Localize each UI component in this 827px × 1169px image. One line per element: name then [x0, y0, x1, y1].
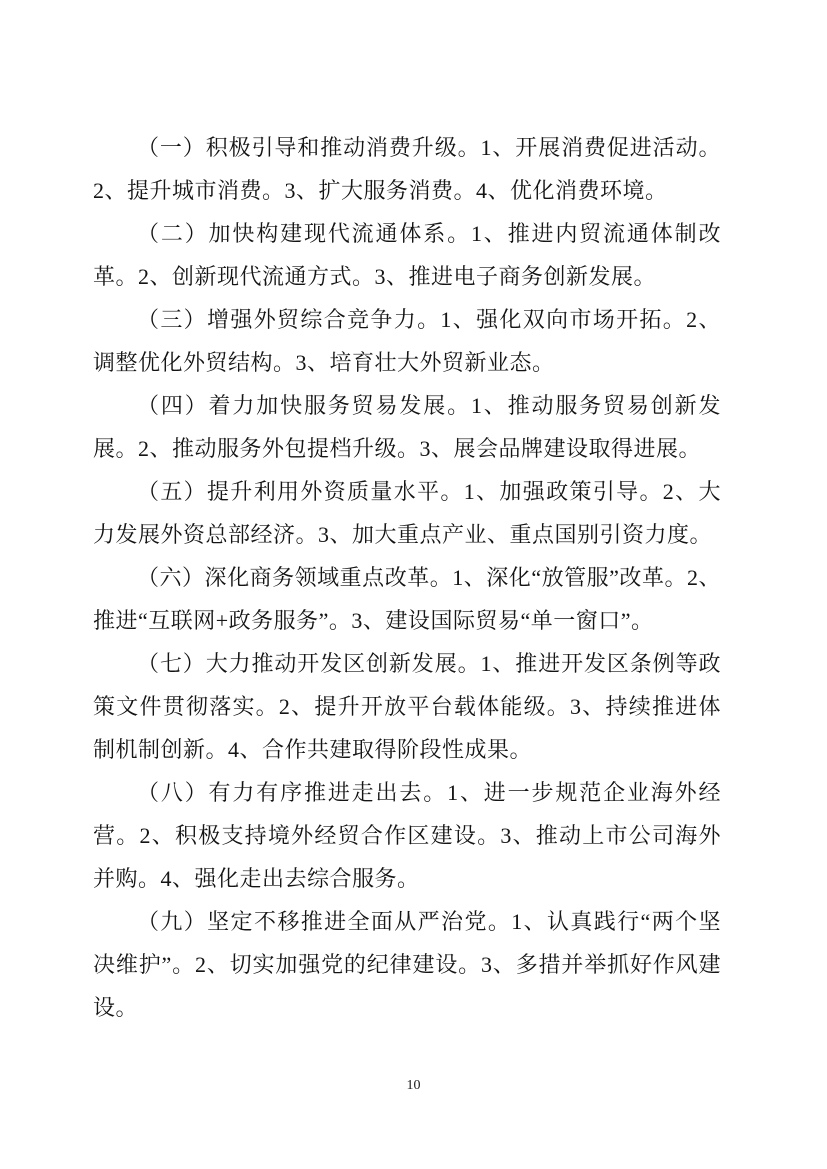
- paragraph-6: （六）深化商务领域重点改革。1、深化“放管服”改革。2、推进“互联网+政务服务”。3、建设国际贸易“单一窗口”。: [93, 565, 721, 633]
- page-body: [93, 126, 721, 1029]
- paragraph-9: （九）坚定不移推进全面从严治党。1、认真践行“两个坚决维护”。2、切实加强党的纪律建设。3、多措并举抓好作风建设。: [93, 909, 721, 1020]
- page-number: 10: [406, 1078, 421, 1093]
- paragraph-1: （一）积极引导和推动消费升级。1、开展消费促进活动。2、提升城市消费。3、扩大服务消费。4、优化消费环境。: [93, 135, 721, 203]
- paragraph-3: （三）增强外贸综合竞争力。1、强化双向市场开拓。2、调整优化外贸结构。3、培育壮大外贸新业态。: [93, 307, 721, 375]
- paragraph-5: （五）提升利用外资质量水平。1、加强政策引导。2、大力发展外资总部经济。3、加大重点产业、重点国别引资力度。: [93, 479, 721, 547]
- paragraph-4: （四）着力加快服务贸易发展。1、推动服务贸易创新发展。2、推动服务外包提档升级。3、展会品牌建设取得进展。: [93, 393, 721, 461]
- paragraph-7: （七）大力推动开发区创新发展。1、推进开发区条例等政策文件贯彻落实。2、提升开放平台载体能级。3、持续推进体制机制创新。4、合作共建取得阶段性成果。: [93, 651, 721, 762]
- paragraph-2: （二）加快构建现代流通体系。1、推进内贸流通体制改革。2、创新现代流通方式。3、推进电子商务创新发展。: [93, 221, 721, 289]
- paragraph-8: （八）有力有序推进走出去。1、进一步规范企业海外经营。2、积极支持境外经贸合作区建设。3、推动上市公司海外并购。4、强化走出去综合服务。: [93, 780, 721, 891]
